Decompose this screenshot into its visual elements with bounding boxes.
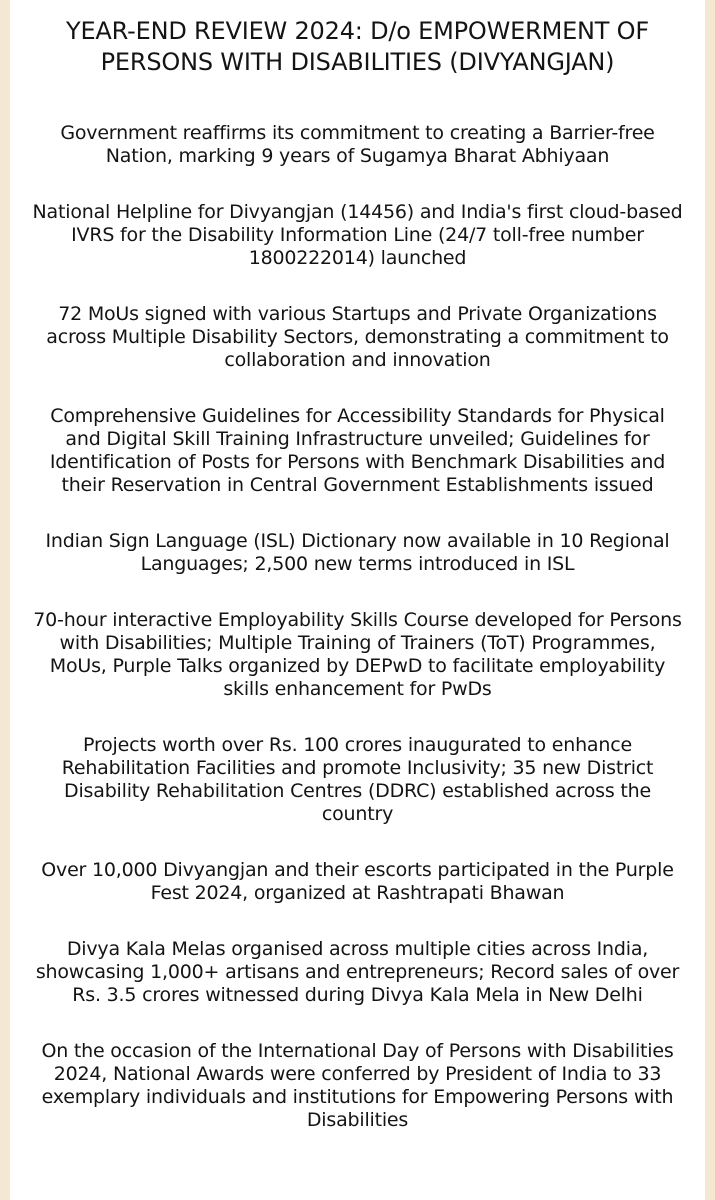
highlight-item: 70-hour interactive Employability Skills Course developed for Persons with Disabilities; Multiple Training of Trainers (ToT) Programmes, MoUs, Purple Talks organized by DEPwD to facilitate employability skills enhancement for PwDs <box>33 609 682 700</box>
highlight-item: Indian Sign Language (ISL) Dictionary now available in 10 Regional Languages; 2,500 new terms introduced in ISL <box>45 530 670 575</box>
highlight-item: 72 MoUs signed with various Startups and Private Organizations across Multiple Disability Sectors, demonstrating a commitment to collaboration and innovation <box>46 303 669 371</box>
document-title: YEAR-END REVIEW 2024: D/o EMPOWERMENT OF PERSONS WITH DISABILITIES (DIVYANGJAN) <box>66 17 649 76</box>
highlights-list <box>30 122 685 1132</box>
highlight-item: Comprehensive Guidelines for Accessibility Standards for Physical and Digital Skill Training Infrastructure unveiled; Guidelines for Identification of Posts for Persons with Benchmark Disabilities and their Reservation in Central Government Establishments issued <box>49 405 666 496</box>
highlight-item: National Helpline for Divyangjan (14456) and India's first cloud-based IVRS for the Disability Information Line (24/7 toll-free number 1800222014) launched <box>32 201 683 269</box>
highlight-item: On the occasion of the International Day of Persons with Disabilities 2024, National Awards were conferred by President of India to 33 exemplary individuals and institutions for Empowering Persons with Disabilities <box>41 1040 674 1131</box>
highlight-item: Projects worth over Rs. 100 crores inaugurated to enhance Rehabilitation Facilities and promote Inclusivity; 35 new District Disability Rehabilitation Centres (DDRC) established across the country <box>61 734 654 825</box>
document-page <box>10 0 705 1200</box>
highlight-item: Divya Kala Melas organised across multiple cities across India, showcasing 1,000+ artisans and entrepreneurs; Record sales of over Rs. 3.5 crores witnessed during Divya Kala Mela in New Delhi <box>35 938 680 1006</box>
highlight-item: Government reaffirms its commitment to creating a Barrier-free Nation, marking 9 years of Sugamya Bharat Abhiyaan <box>60 122 655 167</box>
highlight-item: Over 10,000 Divyangjan and their escorts participated in the Purple Fest 2024, organized at Rashtrapati Bhawan <box>41 859 674 904</box>
